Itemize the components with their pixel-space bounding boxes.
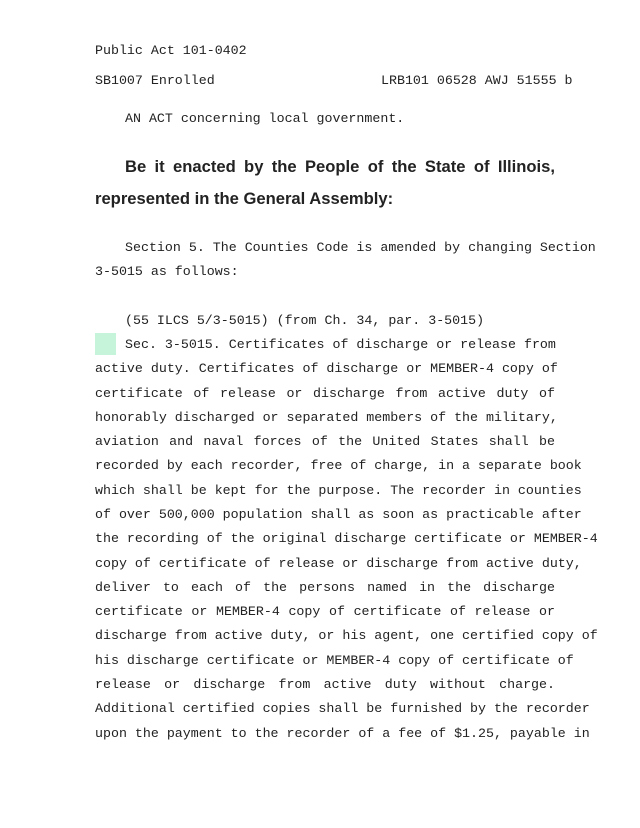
body-line: recorded by each recorder, free of charge, in a separate book <box>95 458 582 473</box>
body-line: honorably discharged or separated members of the military, <box>95 410 558 425</box>
lrb-number: LRB101 06528 AWJ 51555 b <box>381 73 573 88</box>
enacting-clause-line: Be it enacted by the People of the State of Illinois, <box>125 157 555 176</box>
body-line: certificate of release or discharge from active duty of <box>95 386 555 401</box>
body-line: release or discharge from active duty without charge. <box>95 677 555 692</box>
body-line: the recording of the original discharge certificate or MEMBER-4 <box>95 531 598 546</box>
section-intro-line: 3-5015 as follows: <box>95 264 239 279</box>
body-line: certificate or MEMBER-4 copy of certificate of release or <box>95 604 555 619</box>
enacting-clause-line: represented in the General Assembly: <box>95 189 394 208</box>
statute-citation: (55 ILCS 5/3-5015) (from Ch. 34, par. 3-5015) <box>125 313 485 328</box>
body-line: of over 500,000 population shall as soon as practicable after <box>95 507 582 522</box>
body-line: Sec. 3-5015. Certificates of discharge or release from <box>125 337 556 352</box>
body-line: discharge from active duty, or his agent, one certified copy of <box>95 628 598 643</box>
body-line: his discharge certificate or MEMBER-4 copy of certificate of <box>95 653 574 668</box>
act-title: AN ACT concerning local government. <box>125 111 405 126</box>
bill-number: SB1007 Enrolled <box>95 73 215 88</box>
change-marker <box>95 333 116 355</box>
body-line: active duty. Certificates of discharge or MEMBER-4 copy of <box>95 361 558 376</box>
body-line: Additional certified copies shall be furnished by the recorder <box>95 701 590 716</box>
body-line: aviation and naval forces of the United States shall be <box>95 434 555 449</box>
body-line: copy of certificate of release or discharge from active duty, <box>95 556 582 571</box>
body-line: upon the payment to the recorder of a fee of $1.25, payable in <box>95 726 590 741</box>
section-intro-line: Section 5. The Counties Code is amended by changing Section <box>125 240 596 255</box>
body-line: deliver to each of the persons named in the discharge <box>95 580 555 595</box>
body-line: which shall be kept for the purpose. The recorder in counties <box>95 483 582 498</box>
public-act-number: Public Act 101-0402 <box>95 43 247 58</box>
